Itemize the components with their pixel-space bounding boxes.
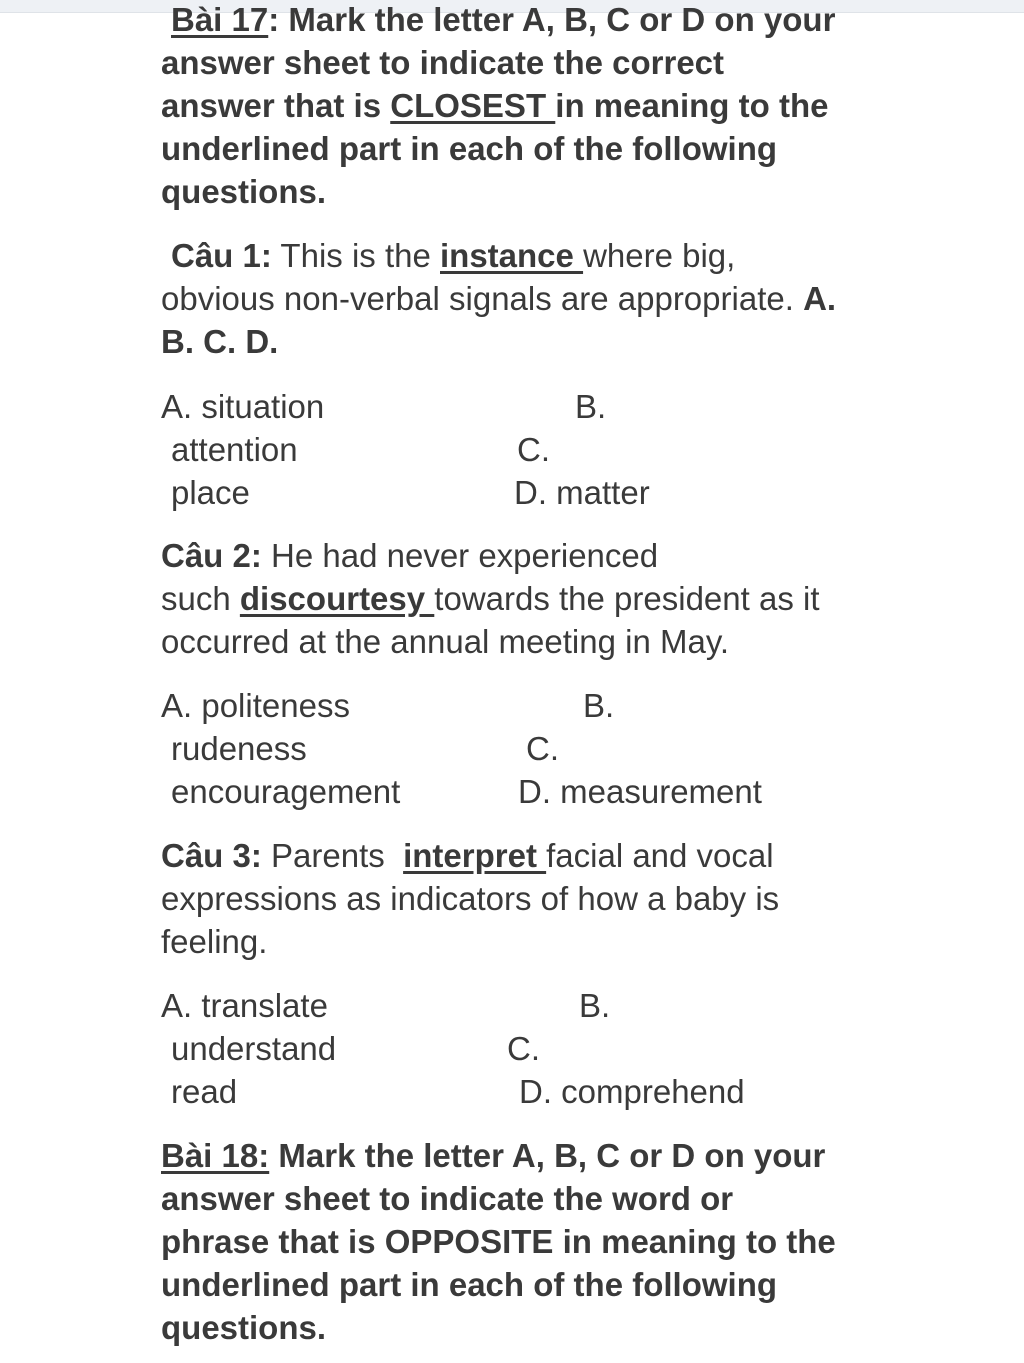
question-3-option-row-1	[161, 984, 901, 1027]
section-17-text: answer that is	[161, 87, 391, 124]
question-2-option-row-2	[161, 727, 901, 770]
question-1-text: obvious non-verbal signals are appropriate.	[161, 280, 804, 317]
question-3-underlined-word: interpret	[403, 837, 547, 874]
option-a: A. situation	[161, 388, 325, 425]
option-a: A. translate	[161, 987, 328, 1024]
option-b-text: rudeness	[171, 730, 307, 767]
section-18-line-5	[161, 1306, 901, 1349]
question-2-option-row-3	[161, 770, 901, 813]
question-1-label: Câu 1:	[171, 237, 272, 274]
question-2-line-2	[161, 577, 901, 620]
option-c-text: read	[171, 1073, 238, 1110]
question-1-option-row-2	[161, 428, 901, 471]
option-d: D. comprehend	[519, 1073, 745, 1110]
question-2-text: He had never experienced	[261, 537, 659, 574]
question-3-line-1	[161, 834, 901, 877]
question-1-text: where big,	[583, 237, 736, 274]
section-18-text: Mark the letter A, B, C or D on your	[269, 1137, 826, 1174]
section-18-line-1	[161, 1134, 901, 1177]
question-3-line-2	[161, 877, 901, 920]
option-a: A. politeness	[161, 687, 350, 724]
question-1-text: This is the	[271, 237, 440, 274]
option-d: D. matter	[514, 474, 650, 511]
question-1-line-2	[161, 277, 901, 320]
section-17-line-1	[171, 0, 911, 41]
option-c-letter: C.	[517, 431, 550, 468]
question-1-inline-options: B. C. D.	[161, 323, 279, 360]
question-2-options	[161, 684, 901, 813]
option-c-letter: C.	[526, 730, 559, 767]
section-17-text: underlined part in each of the following	[161, 130, 778, 167]
section-17-line-4	[161, 127, 901, 170]
question-2-underlined-word: discourtesy	[239, 580, 435, 617]
option-b-text: attention	[171, 431, 298, 468]
section-17-keyword: CLOSEST	[390, 87, 556, 124]
section-17-text: : Mark the letter A, B, C or D on your	[268, 1, 836, 38]
section-17-line-5	[161, 170, 901, 213]
option-b-letter: B.	[583, 687, 615, 724]
question-1-options	[161, 385, 901, 514]
section-17-title: Bài 17	[171, 1, 269, 38]
section-17-line-2	[161, 41, 901, 84]
section-18-text: underlined part in each of the following	[161, 1266, 778, 1303]
question-3-text: Parents	[261, 837, 404, 874]
question-3	[161, 834, 901, 963]
question-2	[161, 534, 901, 663]
section-18-line-3	[161, 1220, 901, 1263]
question-1-option-row-1	[161, 385, 901, 428]
question-3-option-row-3	[161, 1070, 901, 1113]
question-3-options	[161, 984, 901, 1113]
section-18-text: questions.	[161, 1309, 327, 1346]
question-2-line-3	[161, 620, 901, 663]
section-17-text: questions.	[161, 173, 327, 210]
question-2-label: Câu 2:	[161, 537, 262, 574]
question-1	[161, 234, 901, 363]
question-1-inline-options: A.	[803, 280, 837, 317]
option-b-text: understand	[171, 1030, 337, 1067]
question-2-option-row-1	[161, 684, 901, 727]
section-17-text: answer sheet to indicate the correct	[161, 44, 725, 81]
option-d: D. measurement	[518, 773, 762, 810]
section-18-line-4	[161, 1263, 901, 1306]
question-1-line-1	[161, 234, 901, 277]
question-1-option-row-3	[161, 471, 901, 514]
section-17-instructions-cont	[161, 41, 901, 213]
section-18-text: phrase that is OPPOSITE in meaning to the	[161, 1223, 836, 1260]
option-b-letter: B.	[575, 388, 607, 425]
question-2-text: such	[161, 580, 240, 617]
question-1-line-3	[161, 320, 901, 363]
question-3-label: Câu 3:	[161, 837, 262, 874]
option-c-letter: C.	[507, 1030, 540, 1067]
question-3-text: facial and vocal	[546, 837, 774, 874]
question-1-underlined-word: instance	[440, 237, 584, 274]
question-2-line-1	[161, 534, 901, 577]
question-3-option-row-2	[161, 1027, 901, 1070]
question-3-line-3	[161, 920, 901, 963]
section-18-line-2	[161, 1177, 901, 1220]
section-17-line-3	[161, 84, 901, 127]
question-2-text: towards the president as it	[434, 580, 820, 617]
section-17-instructions	[171, 0, 911, 41]
section-18-instructions	[161, 1134, 901, 1349]
option-c-text: encouragement	[171, 773, 401, 810]
option-c-text: place	[171, 474, 250, 511]
question-2-text: occurred at the annual meeting in May.	[161, 623, 730, 660]
section-17-text: in meaning to the	[555, 87, 829, 124]
section-18-title: Bài 18:	[161, 1137, 270, 1174]
option-b-letter: B.	[579, 987, 611, 1024]
section-18-text: answer sheet to indicate the word or	[161, 1180, 734, 1217]
question-3-text: feeling.	[161, 923, 268, 960]
question-3-text: expressions as indicators of how a baby is	[161, 880, 780, 917]
